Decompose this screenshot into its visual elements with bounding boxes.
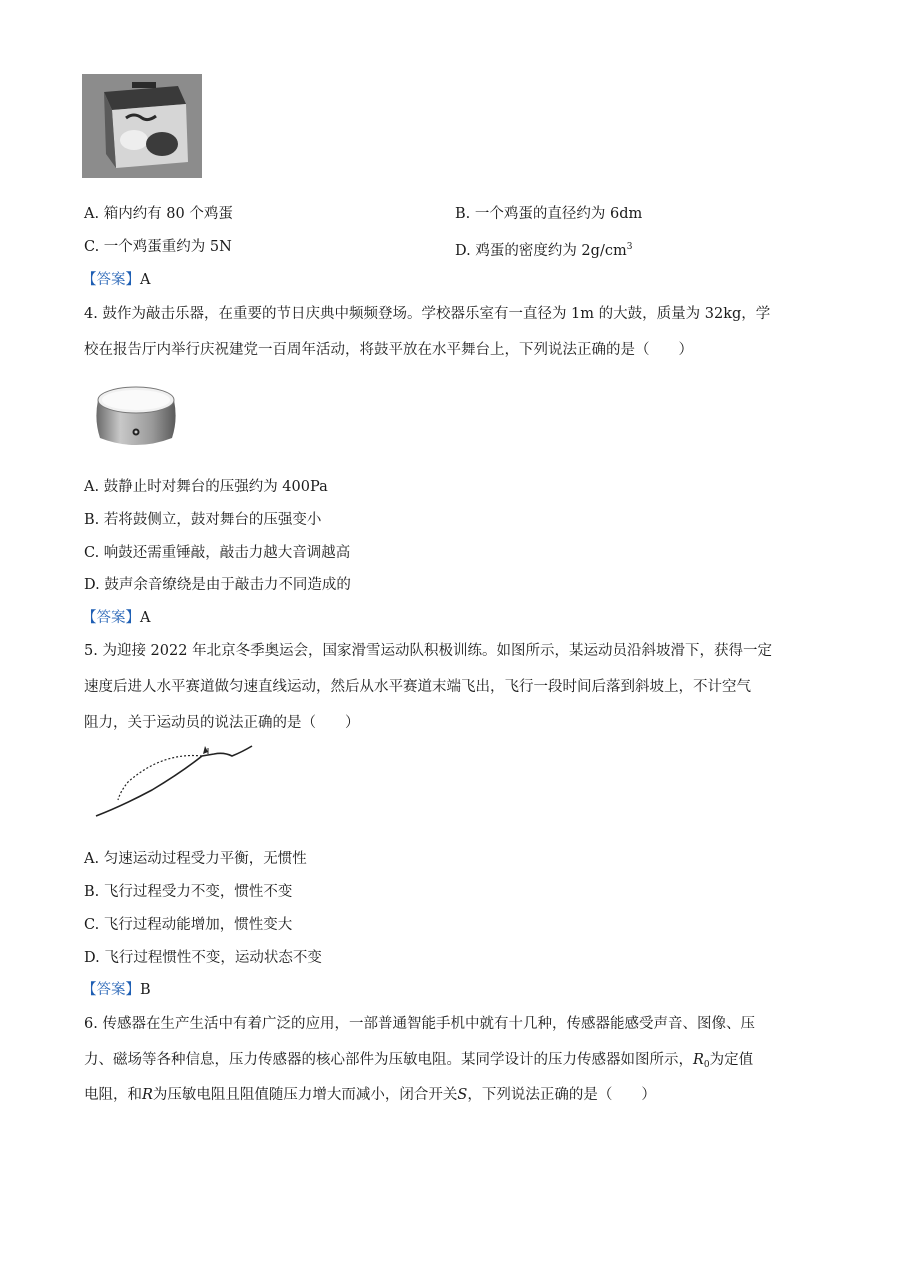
q5-option-c: C. 飞行过程动能增加，惯性变大	[84, 917, 293, 933]
answer-label: 【答案】	[82, 272, 140, 288]
q4-answer	[82, 608, 150, 628]
q4-option-b: B. 若将鼓侧立，鼓对舞台的压强变小	[84, 512, 322, 528]
q5-option-b: B. 飞行过程受力不变，惯性不变	[84, 884, 293, 900]
q6-stem-line-3-mid: 为压敏电阻且阻值随压力增大而减小，闭合开关	[152, 1087, 458, 1103]
q4-stem-line-2: 校在报告厅内举行庆祝建党一百周年活动，将鼓平放在水平舞台上，下列说法正确的是（ ）	[84, 342, 693, 358]
r-symbol: R	[142, 1087, 153, 1103]
q5-stem-line-2: 速度后进人水平赛道做匀速直线运动，然后从水平赛道末端飞出，飞行一段时间后落到斜坡上，不计空气	[84, 679, 751, 695]
q3-option-d-text: D. 鸡蛋的密度约为 2g/cm	[455, 243, 627, 259]
ski-slope-diagram	[92, 742, 262, 822]
q5-option-a: A. 匀速运动过程受力平衡，无惯性	[84, 851, 307, 867]
answer-value: A	[140, 610, 151, 626]
q4-option-d: D. 鼓声余音缭绕是由于敲击力不同造成的	[84, 577, 351, 593]
q6-stem-line-2-end: 为定值	[709, 1052, 754, 1068]
r0-symbol: R	[693, 1052, 704, 1068]
q6-stem-line-3-end: ，下列说法正确的是（ ）	[467, 1087, 656, 1103]
q4-option-a: A. 鼓静止时对舞台的压强约为 400Pa	[84, 479, 328, 495]
q6-stem-line-3	[84, 1085, 656, 1105]
q6-stem-line-2	[84, 1050, 753, 1075]
s-symbol: S	[457, 1087, 468, 1103]
egg-box-photo	[82, 74, 202, 178]
q6-stem-line-3-start: 电阻，和	[84, 1087, 142, 1103]
q4-option-c: C. 响鼓还需重锤敲，敲击力越大音调越高	[84, 545, 351, 561]
answer-value: B	[140, 982, 151, 998]
q5-answer	[82, 980, 151, 1000]
q5-option-d: D. 飞行过程惯性不变，运动状态不变	[84, 950, 322, 966]
q6-stem-line-2-text: 力、磁场等各种信息，压力传感器的核心部件为压敏电阻。某同学设计的压力传感器如图所示，	[84, 1052, 693, 1068]
q5-stem-line-3: 阻力，关于运动员的说法正确的是（ ）	[84, 715, 360, 731]
drum-image	[90, 380, 182, 452]
q4-stem-line-1: 4. 鼓作为敲击乐器，在重要的节日庆典中频频登场。学校器乐室有一直径为 1m 的大鼓，质量为 32kg，学	[84, 306, 771, 322]
answer-label: 【答案】	[82, 610, 140, 626]
q3-option-c: C. 一个鸡蛋重约为 5N	[84, 239, 232, 255]
q6-stem-line-1: 6. 传感器在生产生活中有着广泛的应用，一部普通智能手机中就有十几种，传感器能感受声音、图像、压	[84, 1016, 755, 1032]
answer-label: 【答案】	[82, 982, 140, 998]
answer-value: A	[140, 272, 151, 288]
q3-option-a: A. 箱内约有 80 个鸡蛋	[84, 206, 233, 222]
q3-option-d-superscript: 3	[626, 242, 633, 252]
r0-subscript: 0	[703, 1060, 710, 1070]
q5-stem-line-1: 5. 为迎接 2022 年北京冬季奥运会，国家滑雪运动队积极训练。如图所示，某运动员沿斜坡滑下，获得一定	[84, 643, 773, 659]
q3-option-d	[455, 237, 632, 261]
q3-answer	[82, 270, 150, 290]
q3-option-b: B. 一个鸡蛋的直径约为 6dm	[455, 206, 643, 222]
